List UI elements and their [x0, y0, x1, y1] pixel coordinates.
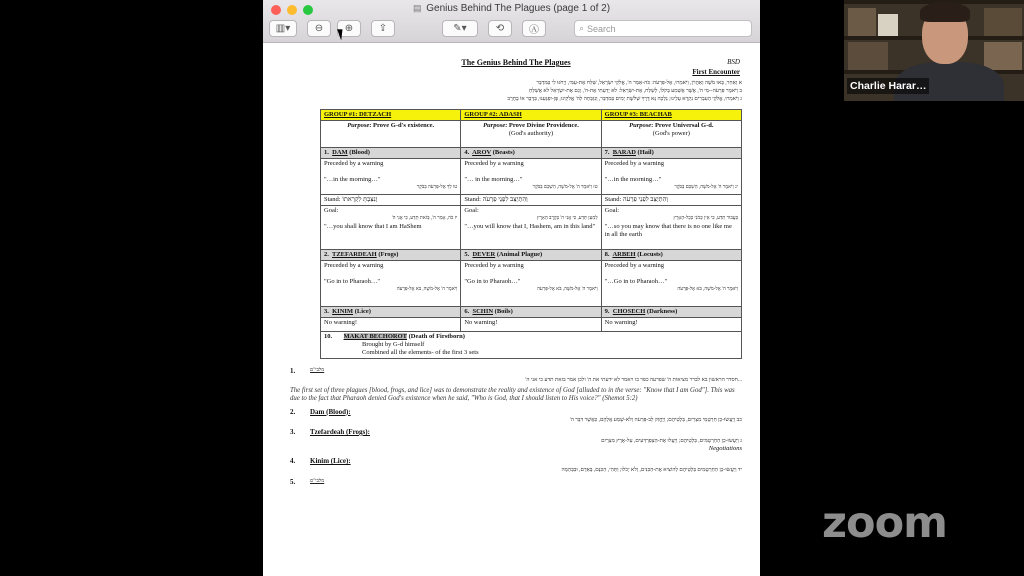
- warning-cell: Preceded by a warning "… in the morning…" טז וַיֹּאמֶר ה' אֶל-מֹשֶׁה, הַשְׁכֵּם בַּבֹּקֶר: [461, 159, 601, 195]
- plague-header: 3. KINIM (Lice): [321, 307, 461, 318]
- group-purpose: Purpose: Prove Universal G-d. (God's power): [601, 121, 741, 148]
- intro-verses: [290, 79, 742, 103]
- plague-header: 5. DEVER (Animal Plague): [461, 250, 601, 261]
- search-field[interactable]: ⌕ Search: [574, 20, 752, 37]
- table-row: [321, 110, 742, 121]
- plague-header: 2. TZEFARDEAH (Frogs): [321, 250, 461, 261]
- sidebar-icon: ▥▾: [275, 23, 291, 34]
- table-row: [321, 318, 742, 332]
- plagues-table: [320, 109, 742, 359]
- stand-cell: Stand: וְהִתְיַצֵּב לִפְנֵי פַרְעֹה: [461, 195, 601, 206]
- search-icon: ⌕: [579, 23, 585, 33]
- tenth-plague-cell: 10. MAKAT BECHOROT (Death of Firstborn) Brought by G-d himself Combined all the elements- of the first 3 sets: [321, 332, 742, 359]
- list-item: 5. מלבי"ם: [290, 477, 325, 486]
- goal-cell: Goal: לְמַעַן תֵּדַע, כִּי אֲנִי ה' בְּקֶרֶב הָאָרֶץ "…you will know that I, Hashem, am in this land": [461, 206, 601, 250]
- bookshelf: [984, 42, 1022, 70]
- warning-cell: Preceded by a warning "Go in to Pharaoh…" וַיֹּאמֶר ה' אֶל-מֹשֶׁה, בֹּא אֶל-פַּרְעֹה: [461, 261, 601, 307]
- plague-header: 7. BARAD (Hail): [601, 148, 741, 159]
- table-row: [321, 159, 742, 195]
- group-header: GROUP #1: DETZACH: [321, 110, 461, 121]
- pdf-page: [263, 44, 760, 576]
- verse-line: ג וַיֹּאמְרוּ, אֱלֹקֵי הָעִבְרִים נִקְרָא עָלֵינוּ; נֵלְכָה נָּא דֶּרֶךְ שְׁלֹשֶׁת יָמִים בַּמִּדְבָּר, וְנִזְבְּחָה לַה' אֱלֹקֵינוּ, פֶּן-יִפְגָּעֵנוּ, בַּדֶּבֶר אוֹ בֶחָרֶב: [507, 96, 742, 102]
- plague-header: 8. ARBEH (Locusts): [601, 250, 741, 261]
- markup-icon: Ⓐ: [529, 25, 539, 36]
- bookshelf: [984, 8, 1022, 36]
- encounter-heading: First Encounter: [692, 68, 740, 76]
- table-row: [321, 206, 742, 250]
- commentary-translation: The first set of three plagues [blood, frogs, and lice] was to demonstrate the reality and existence of God [alluded to in the verse: "Know that I am God"]. This was due to the fact that Pharaoh denied God's existence when he said, "Who is God, that I should listen to His voice?" (Shemot 5:2): [290, 386, 735, 402]
- list-item: 1. מלבי"ם: [290, 367, 325, 375]
- plague-header: 6. SCHIN (Boils): [461, 307, 601, 318]
- table-row: [321, 332, 742, 359]
- verse-line: א וְאַחַר, בָּאוּ מֹשֶׁה וְאַהֲרֹן, וַיֹּאמְרוּ, אֶל-פַּרְעֹה: כֹּה-אָמַר ה', אֱלֹקֵי יִשְׂרָאֵל, שַׁלַּח אֶת-עַמִּי, וְיָחֹגּוּ לִי בַּמִּדְבָּר: [536, 80, 742, 86]
- plague-header: 4. AROV (Beasts): [461, 148, 601, 159]
- markup-button[interactable]: [522, 20, 546, 37]
- plague-header: 1. DAM (Blood): [321, 148, 461, 159]
- list-item: 2. Dam (Blood):: [290, 407, 351, 416]
- participant-name: Charlie Harar…: [847, 78, 929, 94]
- pdf-document-icon: ▤: [412, 3, 422, 13]
- warning-cell: Preceded by a warning "…in the morning…" טו לֵךְ אֶל-פַּרְעֹה בַּבֹּקֶר: [321, 159, 461, 195]
- warning-cell: Preceded by a warning "…Go in to Pharaoh…" וַיֹּאמֶר ה' אֶל-מֹשֶׁה, בֹּא אֶל-פַּרְעֹה: [601, 261, 741, 307]
- verse-line: ג וַיַּעֲשׂוּ-כֵן הַחַרְטֻמִּים, בְּלָטֵיהֶם; וַיַּעֲלוּ אֶת-הַצְפַרְדְּעִים, עַל-אֶרֶץ מִצְרָיִם: [601, 437, 742, 444]
- stand-cell: Stand: וְהִתְיַצֵּב לִפְנֵי פַרְעֹה: [601, 195, 741, 206]
- commentary-section: [290, 367, 742, 486]
- sidebar-toggle-button[interactable]: [269, 20, 297, 37]
- picture-frame: [878, 14, 898, 36]
- document-title: The Genius Behind The Plagues: [461, 58, 571, 67]
- bookshelf: [848, 8, 876, 36]
- verse-line: יד וַיַּעֲשׂוּ-כֵן הַחַרְטֻמִּים בְּלָטֵיהֶם לְהוֹצִיא אֶת-הַכִּנִּים, וְלֹא יָכֹלוּ; וַתְּהִי, הַכִּנָּם, בָּאָדָם, וּבַבְּהֵמָה: [561, 466, 742, 473]
- rotate-icon: ⟲: [495, 23, 505, 34]
- goal-cell: Goal: בַּעֲבוּר תֵּדַע, כִּי אֵין כָּמֹנִי בְּכָל-הָאָרֶץ "…so you may know that there is no one like me in all the earth: [601, 206, 741, 250]
- warning-cell: Preceded by a warning "…in the morning…" יג וַיֹּאמֶר ה' אֶל-מֹשֶׁה, הַשְׁכֵּם בַּבֹּקֶר: [601, 159, 741, 195]
- person-hair: [920, 2, 970, 22]
- stand-cell: Stand: וְנִצַּבְתָּ לִקְרָאתוֹ: [321, 195, 461, 206]
- goal-cell: Goal: יז כֹּה, אָמַר ה', בְּזֹאת תֵּדַע, כִּי אֲנִי ה' "…you shall know that I am HaShem: [321, 206, 461, 250]
- participant-video[interactable]: [844, 0, 1024, 101]
- table-row: [321, 148, 742, 159]
- list-item: 4. Kinim (Lice):: [290, 457, 351, 465]
- table-row: [321, 307, 742, 318]
- warning-cell: Preceded by a warning "Go in to Pharaoh…" וַיֹּאמֶר ה' אֶל-מֹשֶׁה, בֹּא אֶל-פַּרְעֹה: [321, 261, 461, 307]
- group-header: GROUP #2: ADASH: [461, 110, 601, 121]
- warning-cell: No warning!: [461, 318, 601, 332]
- list-item: 3. Tzefardeah (Frogs):: [290, 428, 370, 436]
- title-bar: [263, 0, 760, 43]
- group-header: GROUP #3: BEACHAB: [601, 110, 741, 121]
- group-purpose: Purpose: Prove Divine Providence. (God's authority): [461, 121, 601, 148]
- group-purpose: Purpose: Prove G-d's existence.: [321, 121, 461, 148]
- zoom-logo: zoom: [822, 498, 947, 548]
- zoom-in-icon: ⊕: [344, 23, 354, 34]
- bookshelf: [848, 42, 888, 70]
- verse-line: כב וַיַּעֲשׂוּ-כֵן חַרְטֻמֵּי מִצְרַיִם, בְּלָטֵיהֶם; וַיֶּחֱזַק לֵב-פַּרְעֹה וְלֹא-שָׁמַע אֲלֵהֶם, כַּאֲשֶׁר דִּבֶּר ה': [569, 417, 742, 423]
- plague-header: 9. CHOSECH (Darkness): [601, 307, 741, 318]
- window-title: ▤ Genius Behind The Plagues (page 1 of 2): [412, 3, 611, 14]
- share-icon: ⇪: [378, 23, 388, 34]
- preview-window: [263, 0, 760, 576]
- negotiations-note: Negotiations: [708, 444, 742, 452]
- rotate-button[interactable]: [488, 20, 512, 37]
- warning-cell: No warning!: [601, 318, 741, 332]
- share-button[interactable]: [371, 20, 395, 37]
- bsd-label: BSD: [727, 58, 740, 66]
- table-row: [321, 121, 742, 148]
- commentary-hebrew: ...חסדר הראשון בא לברר מציאות ה' שפרעה כפר בו ויאמר לא ידעתי את ה' ולכן אמר בזאת תדע כי אני ה': [525, 376, 742, 383]
- markup-pen-button[interactable]: [442, 20, 478, 37]
- table-row: [321, 250, 742, 261]
- zoom-out-button[interactable]: [307, 20, 331, 37]
- table-row: [321, 261, 742, 307]
- verse-line: ב וַיֹּאמֶר פַּרְעֹה--מִי ה', אֲשֶׁר אֶשְׁמַע בְּקֹלוֹ, לְשַׁלַּח, אֶת-יִשְׂרָאֵל: לֹא יָדַעְתִּי אֶת-ה', וְגַם אֶת-יִשְׂרָאֵל לֹא אֲשַׁלֵּחַ: [529, 88, 742, 94]
- warning-cell: No warning!: [321, 318, 461, 332]
- pen-icon: ✎▾: [453, 23, 467, 34]
- table-row: [321, 195, 742, 206]
- zoom-out-icon: ⊖: [314, 23, 324, 34]
